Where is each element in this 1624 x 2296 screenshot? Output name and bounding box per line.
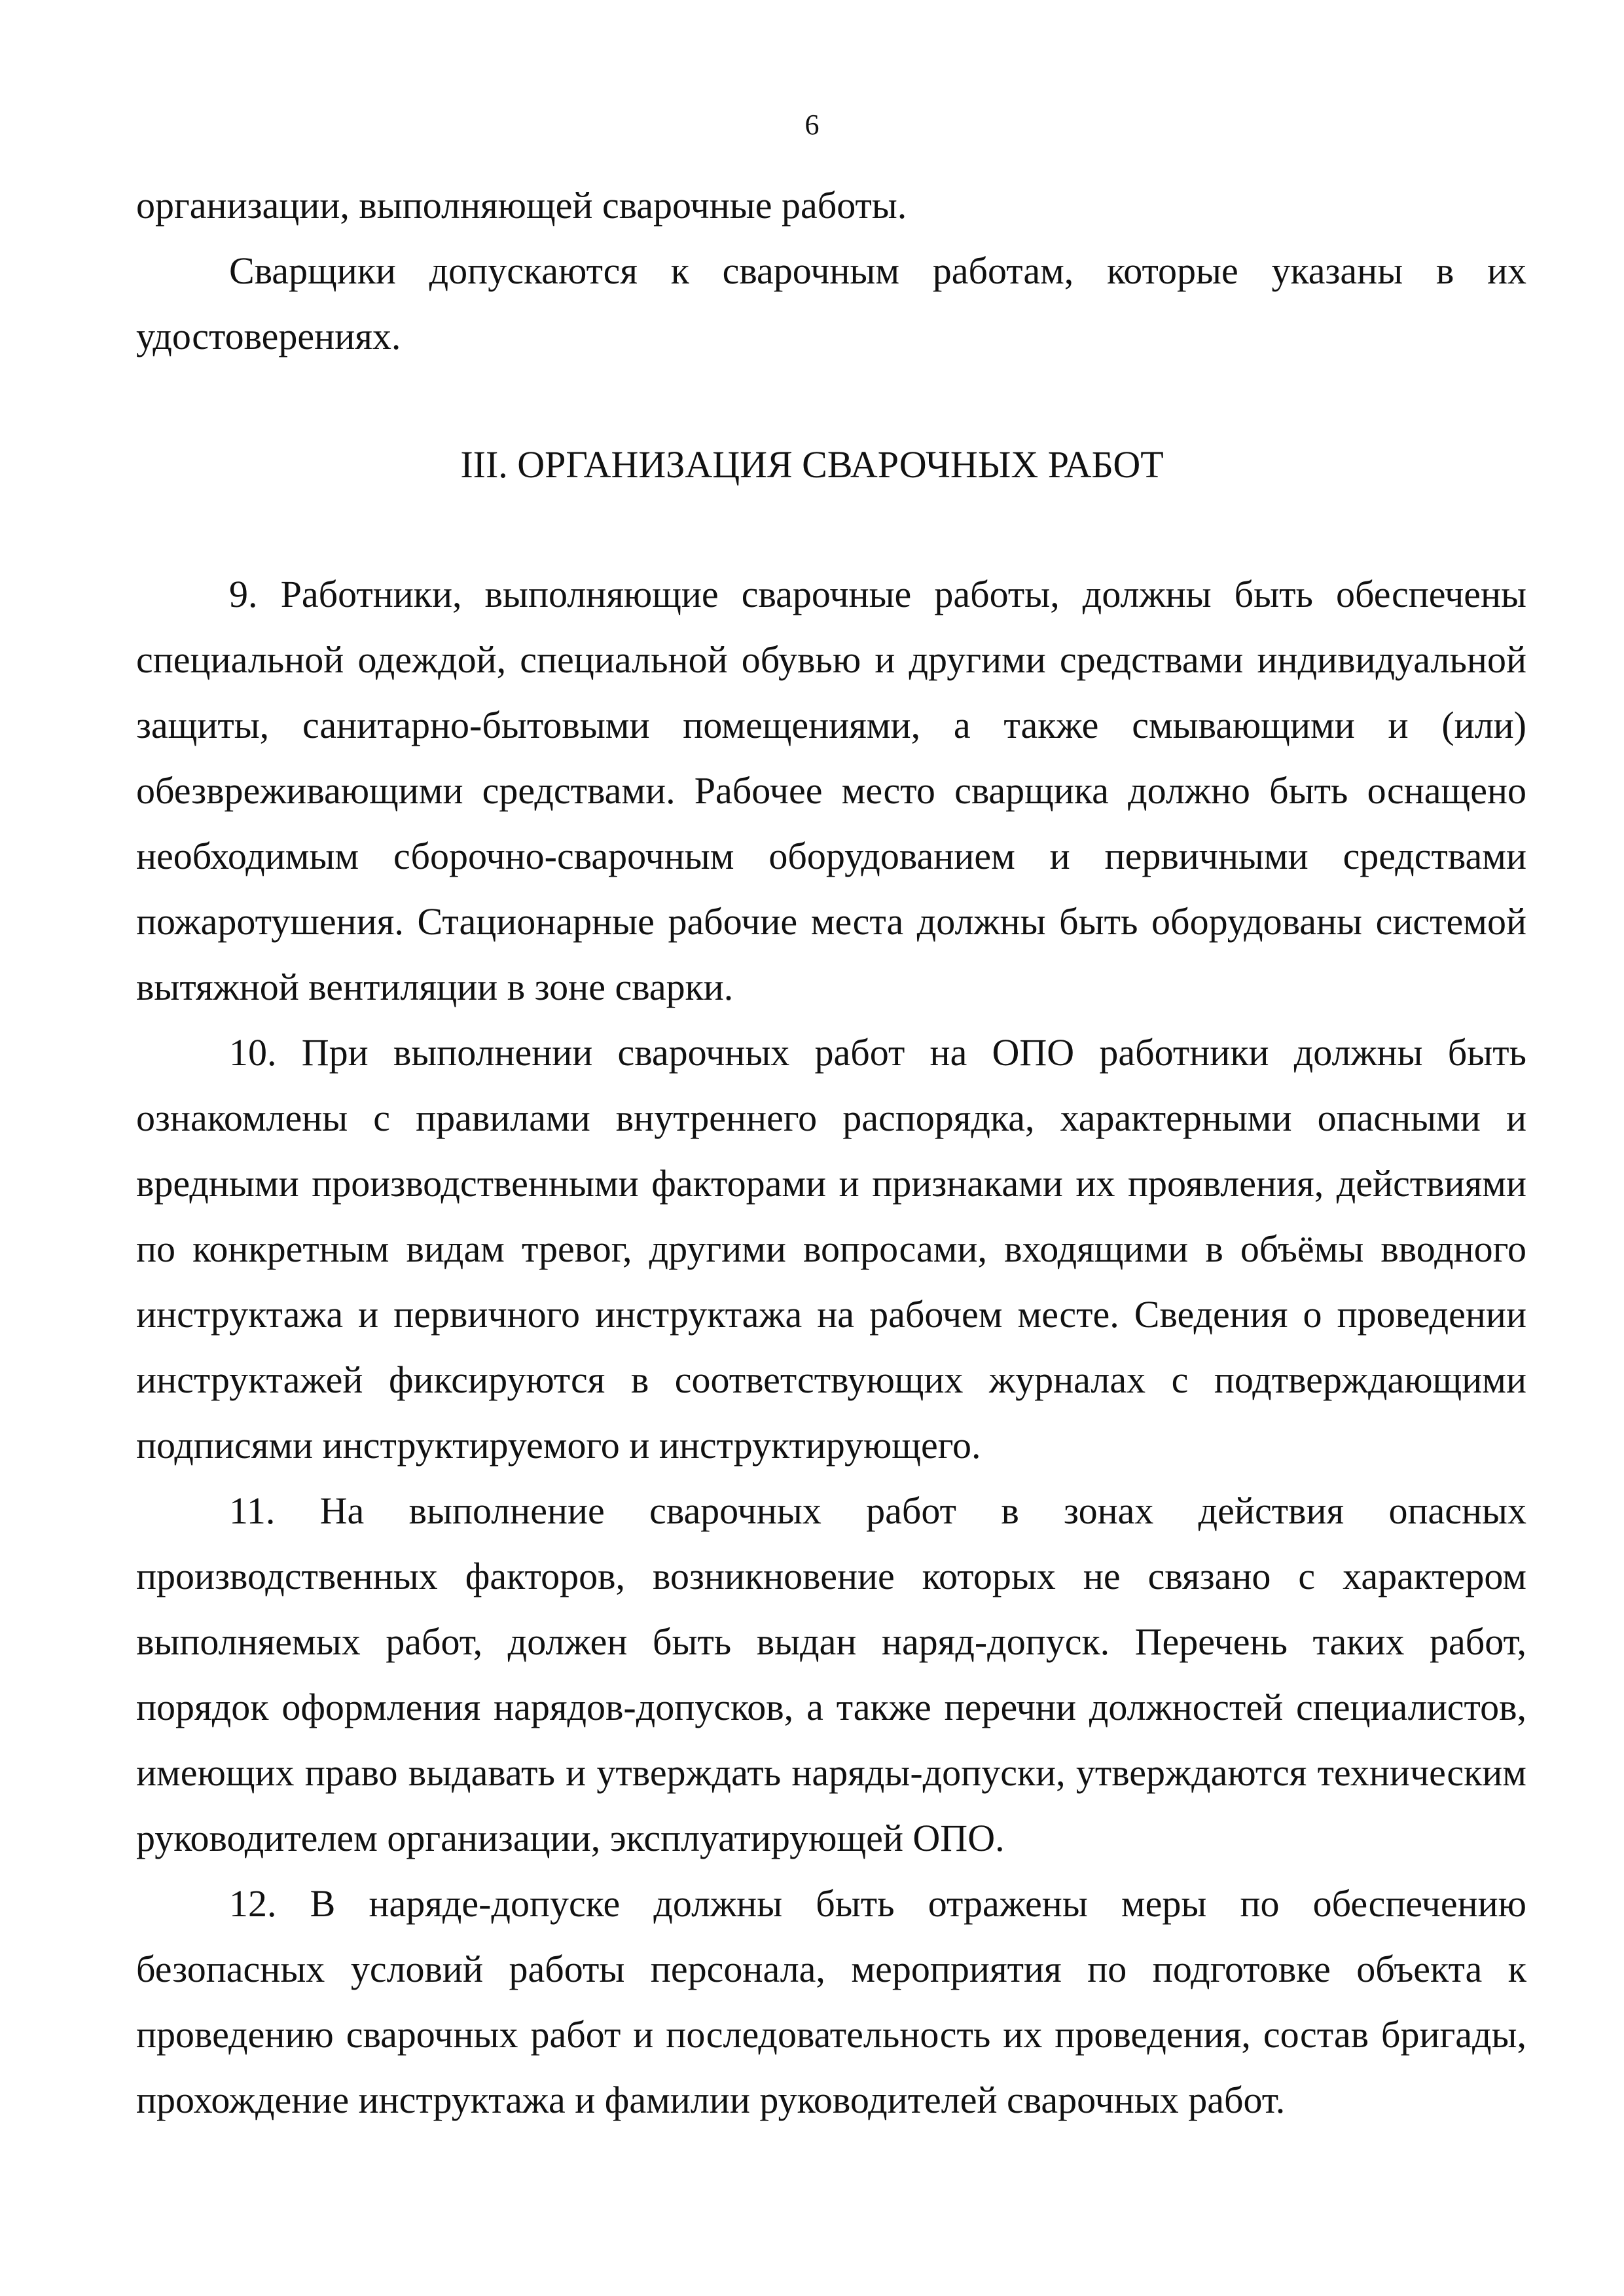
page-number: 6 [804,109,820,141]
paragraph-11: 11. На выполнение сварочных работ в зонах действия опасных производственных факторов, возникновение которых не связано с характером выполняемых работ, должен быть выдан наряд-допуск. Перечень таких работ, порядок оформления нарядов-допусков, а также перечни должностей специалистов, имеющих право выдавать и утверждать наряды-допуски, утверждаются техническим руководителем организации, эксплуатирующей ОПО. [136,1489,1526,1859]
paragraph-12: 12. В наряде-допуске должны быть отражены меры по обеспечению безопасных условий работы персонала, мероприятия по подготовке объекта к проведению сварочных работ и последовательность их проведения, состав бригады, прохождение инструктажа и фамилии руководителей сварочных работ. [136,1882,1526,2121]
intro-text [136,173,1526,369]
continuation-text: организации, выполняющей сварочные работы. [136,184,907,227]
paragraph-9: 9. Работники, выполняющие сварочные работы, должны быть обеспечены специальной одеждой, специальной обувью и другими средствами индивидуальной защиты, санитарно-бытовыми помещениями, а также смывающими и (или) обезвреживающими средствами. Рабочее место сварщика должно быть оснащено необходимым сборочно-сварочным оборудованием и первичными средствами пожаротушения. Стационарные рабочие места должны быть оборудованы системой вытяжной вентиляции в зоне сварки. [136,573,1526,1008]
paragraph-10: 10. При выполнении сварочных работ на ОПО работники должны быть ознакомлены с правилами внутреннего распорядка, характерными опасными и вредными производственными факторами и признаками их проявления, действиями по конкретным видам тревог, другими вопросами, входящими в объёмы вводного инструктажа и первичного инструктажа на рабочем месте. Сведения о проведении инструктажей фиксируются в соответствующих журналах с подтверждающими подписями инструктируемого и инструктирующего. [136,1031,1526,1467]
paragraph-welders: Сварщики допускаются к сварочным работам, которые указаны в их удостоверениях. [136,249,1526,357]
section-heading: III. ОРГАНИЗАЦИЯ СВАРОЧНЫХ РАБОТ [460,443,1164,486]
section-body [136,562,1526,2133]
